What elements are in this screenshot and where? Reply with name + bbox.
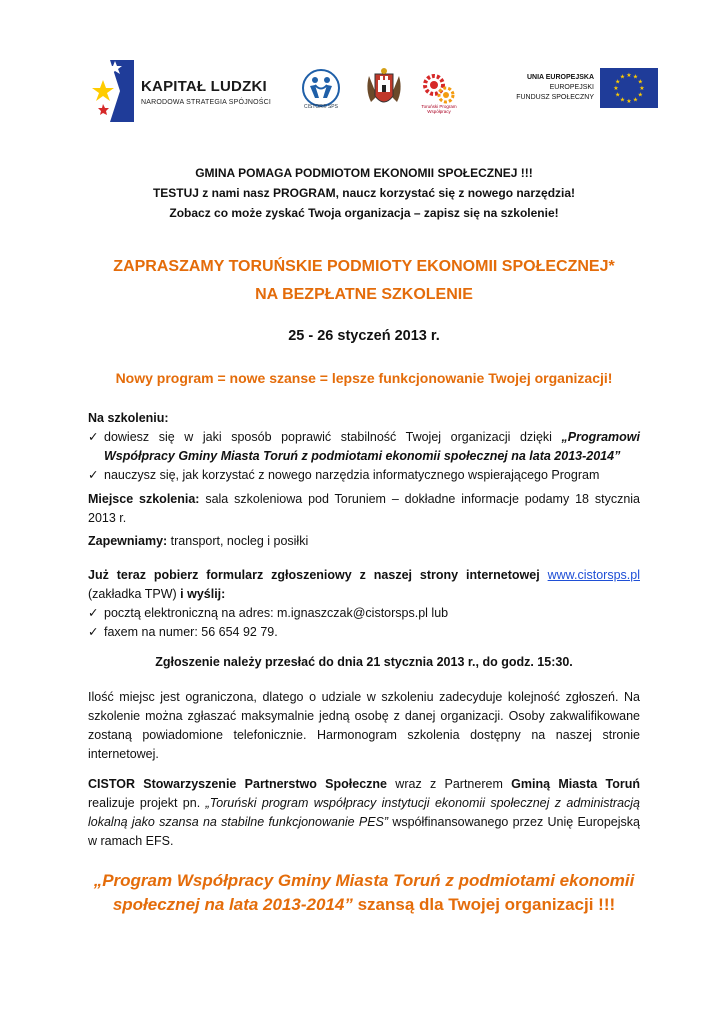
cistor-realizuje: realizuje projekt pn. <box>88 796 206 810</box>
training-item-2-text: nauczysz się, jak korzystać z nowego narzędzia informatycznego wspierającego Program <box>104 468 600 482</box>
send-fax-text: faxem na numer: 56 654 92 79. <box>104 625 278 639</box>
gear-program-label: Toruński Program Współpracy <box>421 104 457 114</box>
training-date: 25 - 26 styczeń 2013 r. <box>288 328 440 344</box>
closing-program-name: „Program Współpracy Gminy Miasta Toruń z podmiotami ekonomii społecznej na lata 2013-2014” <box>93 871 635 914</box>
form-send-label: i wyślij: <box>180 587 226 601</box>
website-link[interactable]: www.cistorsps.pl <box>547 568 640 582</box>
svg-text:★: ★ <box>615 91 621 99</box>
svg-text:★: ★ <box>619 96 626 104</box>
eu-efs-text <box>516 73 594 103</box>
svg-text:★: ★ <box>632 96 639 104</box>
headline <box>88 253 640 309</box>
intro-line-2: TESTUJ z nami nasz PROGRAM, naucz korzystać się z nowego narzędzia! <box>152 186 576 200</box>
project-title: „Toruński program współpracy instytucji ekonomii społecznej z administracją lokalną jako szansa na stabilne funkcjonowanie PES” <box>88 796 641 829</box>
list-item <box>88 623 640 642</box>
logo-header <box>88 58 668 128</box>
checkmark-icon: ✓ <box>88 625 99 639</box>
partner-name: Gminą Miasta Toruń <box>511 777 641 791</box>
torun-crest-icon <box>363 66 405 114</box>
form-send-list <box>88 604 640 642</box>
form-lead: Już teraz pobierz formularz zgłoszeniowy z naszej strony internetowej <box>88 568 548 582</box>
deadline-notice: Zgłoszenie należy przesłać do dnia 21 stycznia 2013 r., do godz. 15:30. <box>155 655 573 669</box>
list-item <box>88 466 640 485</box>
checkmark-icon: ✓ <box>88 606 99 620</box>
intro-line-3: Zobacz co może zyskać Twoja organizacja – zapisz się na szkolenie! <box>169 206 559 220</box>
cistor-org-name: CISTOR Stowarzyszenie Partnerstwo Społeczne <box>88 777 388 791</box>
training-item-1-text: dowiesz się w jaki sposób poprawić stabilność Twojej organizacji dzięki <box>104 430 562 444</box>
checkmark-icon: ✓ <box>88 468 99 482</box>
closing-slogan <box>88 869 640 917</box>
slogan: Nowy program = nowe szanse = lepsze funkcjonowanie Twojej organizacji! <box>115 370 613 386</box>
kapital-ludzki-logo <box>88 58 273 124</box>
eu-flag-icon <box>600 68 658 108</box>
training-label: Na szkoleniu: <box>88 411 169 425</box>
venue-text: sala szkoleniowa pod Toruniem – dokładne informacje podamy 18 stycznia 2013 r. <box>88 492 641 525</box>
project-paragraph <box>88 775 640 851</box>
venue-label: Miejsce szkolenia: <box>88 492 200 506</box>
svg-text:★: ★ <box>637 91 643 99</box>
form-tab-note: (zakładka TPW) <box>88 587 181 601</box>
checkmark-icon: ✓ <box>88 430 99 444</box>
training-list <box>88 428 640 485</box>
list-item <box>88 428 640 466</box>
eu-efs-logo <box>498 65 658 115</box>
svg-text:★: ★ <box>639 85 645 92</box>
provided-text: transport, nocleg i posiłki <box>167 534 309 548</box>
intro-block <box>88 163 640 223</box>
cistor-tail: współfinansowanego przez Unię Europejską w ramach EFS. <box>88 815 640 848</box>
list-item <box>88 604 640 623</box>
efs-label-line2: FUNDUSZ SPOŁECZNY <box>516 94 594 101</box>
training-section <box>88 409 640 485</box>
svg-text:★: ★ <box>632 73 639 81</box>
efs-label-line1: EUROPEJSKI <box>549 84 594 91</box>
form-section <box>88 566 640 642</box>
svg-text:★: ★ <box>626 72 632 79</box>
svg-text:★: ★ <box>626 98 632 105</box>
svg-text:★: ★ <box>615 78 621 86</box>
svg-text:★: ★ <box>613 85 619 92</box>
closing-tail: szansą dla Twojej organizacji !!! <box>352 895 616 914</box>
headline-line-2: NA BEZPŁATNE SZKOLENIE <box>255 286 473 303</box>
headline-line-1: ZAPRASZAMY TORUŃSKIE PODMIOTY EKONOMII SPOŁECZNEJ* <box>113 258 615 275</box>
kapital-ludzki-star-icon <box>88 58 136 124</box>
cistor-logo-label: CISTOR® SPS <box>304 104 338 110</box>
svg-text:★: ★ <box>637 78 643 86</box>
venue-section <box>88 490 640 528</box>
eu-label: UNIA EUROPEJSKA <box>526 74 594 81</box>
kapital-ludzki-title: KAPITAŁ LUDZKI <box>141 78 267 95</box>
capacity-paragraph: Ilość miejsc jest ograniczona, dlatego o udziale w szkoleniu zadecyduje kolejność zgłoszeń. Na szkolenie można zgłaszać maksymalnie jedną osobę z danej organizacji. Osoby zakwalifikowane zostaną powiadomione telefonicznie. Harmonogram szkolenia dostępny na naszej stronie internetowej. <box>88 690 640 761</box>
intro-line-1: GMINA POMAGA PODMIOTOM EKONOMII SPOŁECZNEJ !!! <box>195 166 533 180</box>
provided-section <box>88 532 640 551</box>
training-item-1-emph: „Programowi Współpracy Gminy Miasta Toruń z podmiotami ekonomii społecznej na lata 2013-2014” <box>104 430 640 463</box>
cistor-with: wraz z Partnerem <box>387 777 512 791</box>
kapital-ludzki-subtitle: NARODOWA STRATEGIA SPÓJNOŚCI <box>141 99 272 106</box>
svg-text:★: ★ <box>619 73 626 81</box>
provided-label: Zapewniamy: <box>88 534 168 548</box>
send-email-text: pocztą elektroniczną na adres: m.ignaszczak@cistorsps.pl lub <box>104 606 449 620</box>
